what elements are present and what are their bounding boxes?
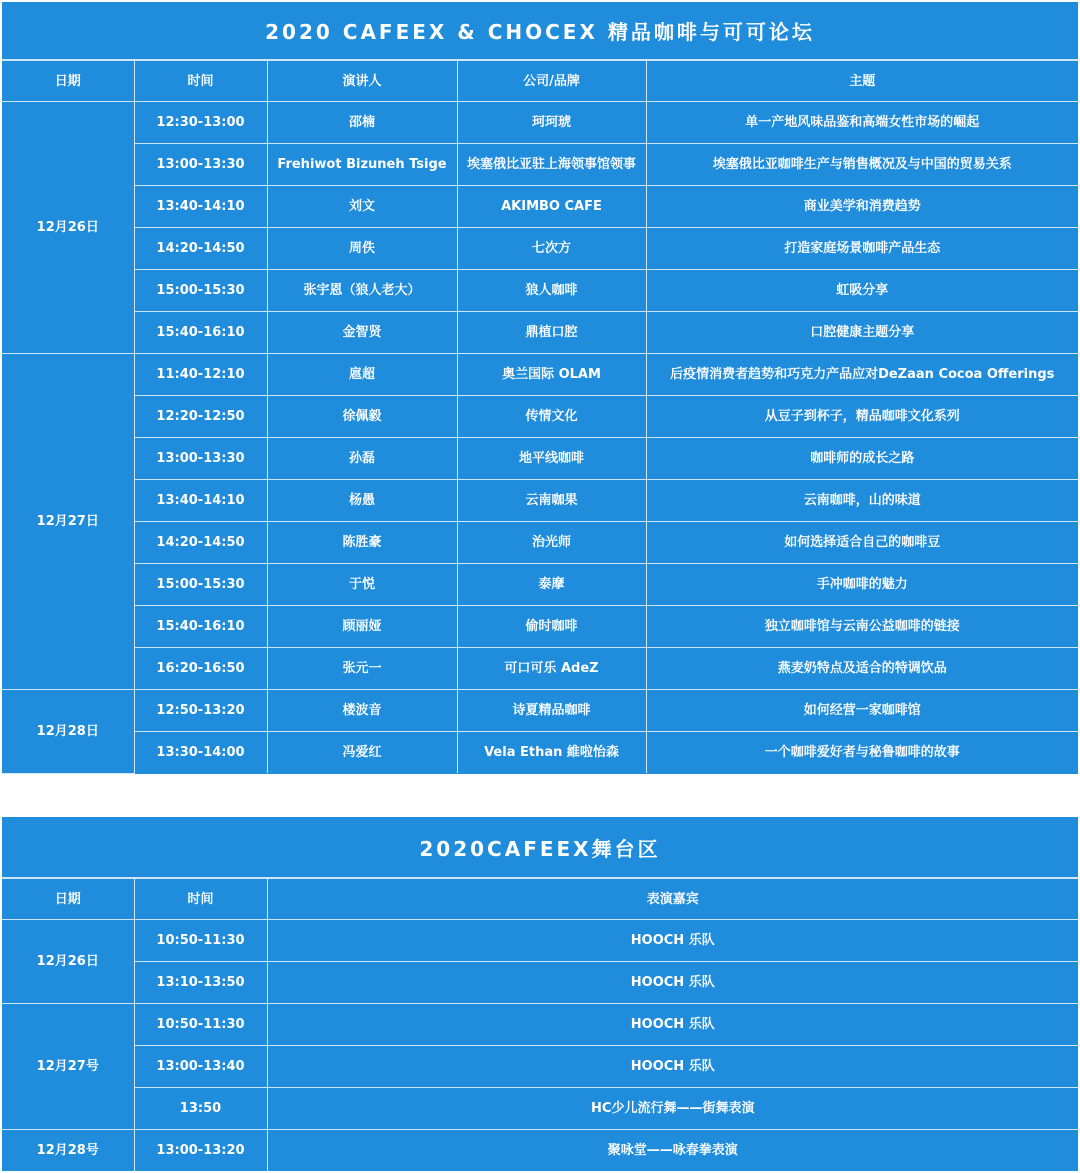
- company-cell: 鼎植口腔: [457, 312, 646, 354]
- table-row: [2, 270, 1078, 312]
- table-row: [2, 102, 1078, 144]
- forum-title: 2020 CAFEEX & CHOCEX 精品咖啡与可可论坛: [2, 2, 1078, 60]
- topic-cell: 埃塞俄比亚咖啡生产与销售概况及与中国的贸易关系: [646, 144, 1078, 186]
- company-cell: 埃塞俄比亚驻上海领事馆领事: [457, 144, 646, 186]
- performer-cell: HOOCH 乐队: [267, 1046, 1078, 1088]
- company-cell: 云南咖果: [457, 480, 646, 522]
- time-cell: 10:50-11:30: [134, 1004, 267, 1046]
- time-cell: 12:50-13:20: [134, 690, 267, 732]
- topic-cell: 燕麦奶特点及适合的特调饮品: [646, 648, 1078, 690]
- speaker-cell: 金智贤: [267, 312, 457, 354]
- table-row: [2, 648, 1078, 690]
- table-row: [2, 962, 1078, 1004]
- speaker-cell: 冯爱红: [267, 732, 457, 774]
- company-cell: AKIMBO CAFE: [457, 186, 646, 228]
- topic-cell: 手冲咖啡的魅力: [646, 564, 1078, 606]
- topic-cell: 一个咖啡爱好者与秘鲁咖啡的故事: [646, 732, 1078, 774]
- stage-title: 2020CAFEEX舞台区: [2, 817, 1078, 878]
- table-row: [2, 312, 1078, 354]
- topic-cell: 独立咖啡馆与云南公益咖啡的链接: [646, 606, 1078, 648]
- speaker-cell: 顾丽娅: [267, 606, 457, 648]
- table-row: [2, 690, 1078, 732]
- performer-cell: 聚咏堂——咏春拳表演: [267, 1130, 1078, 1172]
- speaker-cell: 刘文: [267, 186, 457, 228]
- speaker-cell: 扈超: [267, 354, 457, 396]
- speaker-cell: 于悦: [267, 564, 457, 606]
- table-row: [2, 228, 1078, 270]
- time-cell: 13:30-14:00: [134, 732, 267, 774]
- speaker-cell: 徐佩毅: [267, 396, 457, 438]
- time-cell: 10:50-11:30: [134, 920, 267, 962]
- column-header-company: 公司/品牌: [457, 61, 646, 102]
- table-row: [2, 354, 1078, 396]
- time-cell: 14:20-14:50: [134, 228, 267, 270]
- company-cell: 传情文化: [457, 396, 646, 438]
- speaker-cell: 张宇恩（狼人老大）: [267, 270, 457, 312]
- time-cell: 16:20-16:50: [134, 648, 267, 690]
- company-cell: 狼人咖啡: [457, 270, 646, 312]
- time-cell: 13:00-13:30: [134, 438, 267, 480]
- time-cell: 15:00-15:30: [134, 270, 267, 312]
- time-cell: 15:00-15:30: [134, 564, 267, 606]
- topic-cell: 咖啡师的成长之路: [646, 438, 1078, 480]
- company-cell: 诗夏精品咖啡: [457, 690, 646, 732]
- topic-cell: 后疫情消费者趋势和巧克力产品应对DeZaan Cocoa Offerings: [646, 354, 1078, 396]
- speaker-cell: 陈胜豪: [267, 522, 457, 564]
- topic-cell: 商业美学和消费趋势: [646, 186, 1078, 228]
- forum-schedule: [2, 2, 1078, 774]
- time-cell: 14:20-14:50: [134, 522, 267, 564]
- table-row: [2, 144, 1078, 186]
- column-header-time: 时间: [134, 61, 267, 102]
- topic-cell: 如何经营一家咖啡馆: [646, 690, 1078, 732]
- time-cell: 15:40-16:10: [134, 312, 267, 354]
- company-cell: 奥兰国际 OLAM: [457, 354, 646, 396]
- performer-cell: HOOCH 乐队: [267, 962, 1078, 1004]
- table-row: [2, 1046, 1078, 1088]
- table-row: [2, 480, 1078, 522]
- performer-cell: HC少儿流行舞——街舞表演: [267, 1088, 1078, 1130]
- header-row: [2, 61, 1078, 102]
- company-cell: 珂珂琥: [457, 102, 646, 144]
- topic-cell: 云南咖啡，山的味道: [646, 480, 1078, 522]
- column-header-time: 时间: [134, 879, 267, 920]
- table-row: [2, 522, 1078, 564]
- table-row: [2, 186, 1078, 228]
- table-row: [2, 1004, 1078, 1046]
- table-row: [2, 564, 1078, 606]
- speaker-cell: 孙磊: [267, 438, 457, 480]
- table-row: [2, 1130, 1078, 1172]
- company-cell: 地平线咖啡: [457, 438, 646, 480]
- stage-schedule: [2, 817, 1078, 1171]
- company-cell: 可口可乐 AdeZ: [457, 648, 646, 690]
- time-cell: 13:00-13:40: [134, 1046, 267, 1088]
- column-header-topic: 主题: [646, 61, 1078, 102]
- date-cell: 12月28号: [2, 1130, 134, 1172]
- topic-cell: 从豆子到杯子，精品咖啡文化系列: [646, 396, 1078, 438]
- time-cell: 12:20-12:50: [134, 396, 267, 438]
- company-cell: 偷时咖啡: [457, 606, 646, 648]
- table-row: [2, 606, 1078, 648]
- table-row: [2, 438, 1078, 480]
- column-header-performer: 表演嘉宾: [267, 879, 1078, 920]
- time-cell: 12:30-13:00: [134, 102, 267, 144]
- table-row: [2, 396, 1078, 438]
- speaker-cell: 杨愚: [267, 480, 457, 522]
- topic-cell: 口腔健康主题分享: [646, 312, 1078, 354]
- time-cell: 13:40-14:10: [134, 186, 267, 228]
- table-row: [2, 1088, 1078, 1130]
- performer-cell: HOOCH 乐队: [267, 920, 1078, 962]
- time-cell: 13:50: [134, 1088, 267, 1130]
- speaker-cell: 张元一: [267, 648, 457, 690]
- company-cell: 七次方: [457, 228, 646, 270]
- speaker-cell: Frehiwot Bizuneh Tsige: [267, 144, 457, 186]
- forum-table: [2, 60, 1078, 774]
- topic-cell: 如何选择适合自己的咖啡豆: [646, 522, 1078, 564]
- column-header-date: 日期: [2, 61, 134, 102]
- speaker-cell: 周佚: [267, 228, 457, 270]
- speaker-cell: 邵楠: [267, 102, 457, 144]
- topic-cell: 单一产地风味品鉴和高端女性市场的崛起: [646, 102, 1078, 144]
- time-cell: 15:40-16:10: [134, 606, 267, 648]
- time-cell: 11:40-12:10: [134, 354, 267, 396]
- speaker-cell: 楼波音: [267, 690, 457, 732]
- header-row: [2, 879, 1078, 920]
- time-cell: 13:40-14:10: [134, 480, 267, 522]
- table-row: [2, 920, 1078, 962]
- date-cell: 12月28日: [2, 690, 134, 774]
- topic-cell: 打造家庭场景咖啡产品生态: [646, 228, 1078, 270]
- company-cell: 治光师: [457, 522, 646, 564]
- date-cell: 12月26日: [2, 920, 134, 1004]
- table-row: [2, 732, 1078, 774]
- time-cell: 13:00-13:30: [134, 144, 267, 186]
- time-cell: 13:00-13:20: [134, 1130, 267, 1172]
- date-cell: 12月27号: [2, 1004, 134, 1130]
- topic-cell: 虹吸分享: [646, 270, 1078, 312]
- company-cell: 泰摩: [457, 564, 646, 606]
- time-cell: 13:10-13:50: [134, 962, 267, 1004]
- stage-table: [2, 878, 1078, 1171]
- performer-cell: HOOCH 乐队: [267, 1004, 1078, 1046]
- company-cell: Vela Ethan 維啦怡森: [457, 732, 646, 774]
- date-cell: 12月26日: [2, 102, 134, 354]
- date-cell: 12月27日: [2, 354, 134, 690]
- column-header-date: 日期: [2, 879, 134, 920]
- column-header-speaker: 演讲人: [267, 61, 457, 102]
